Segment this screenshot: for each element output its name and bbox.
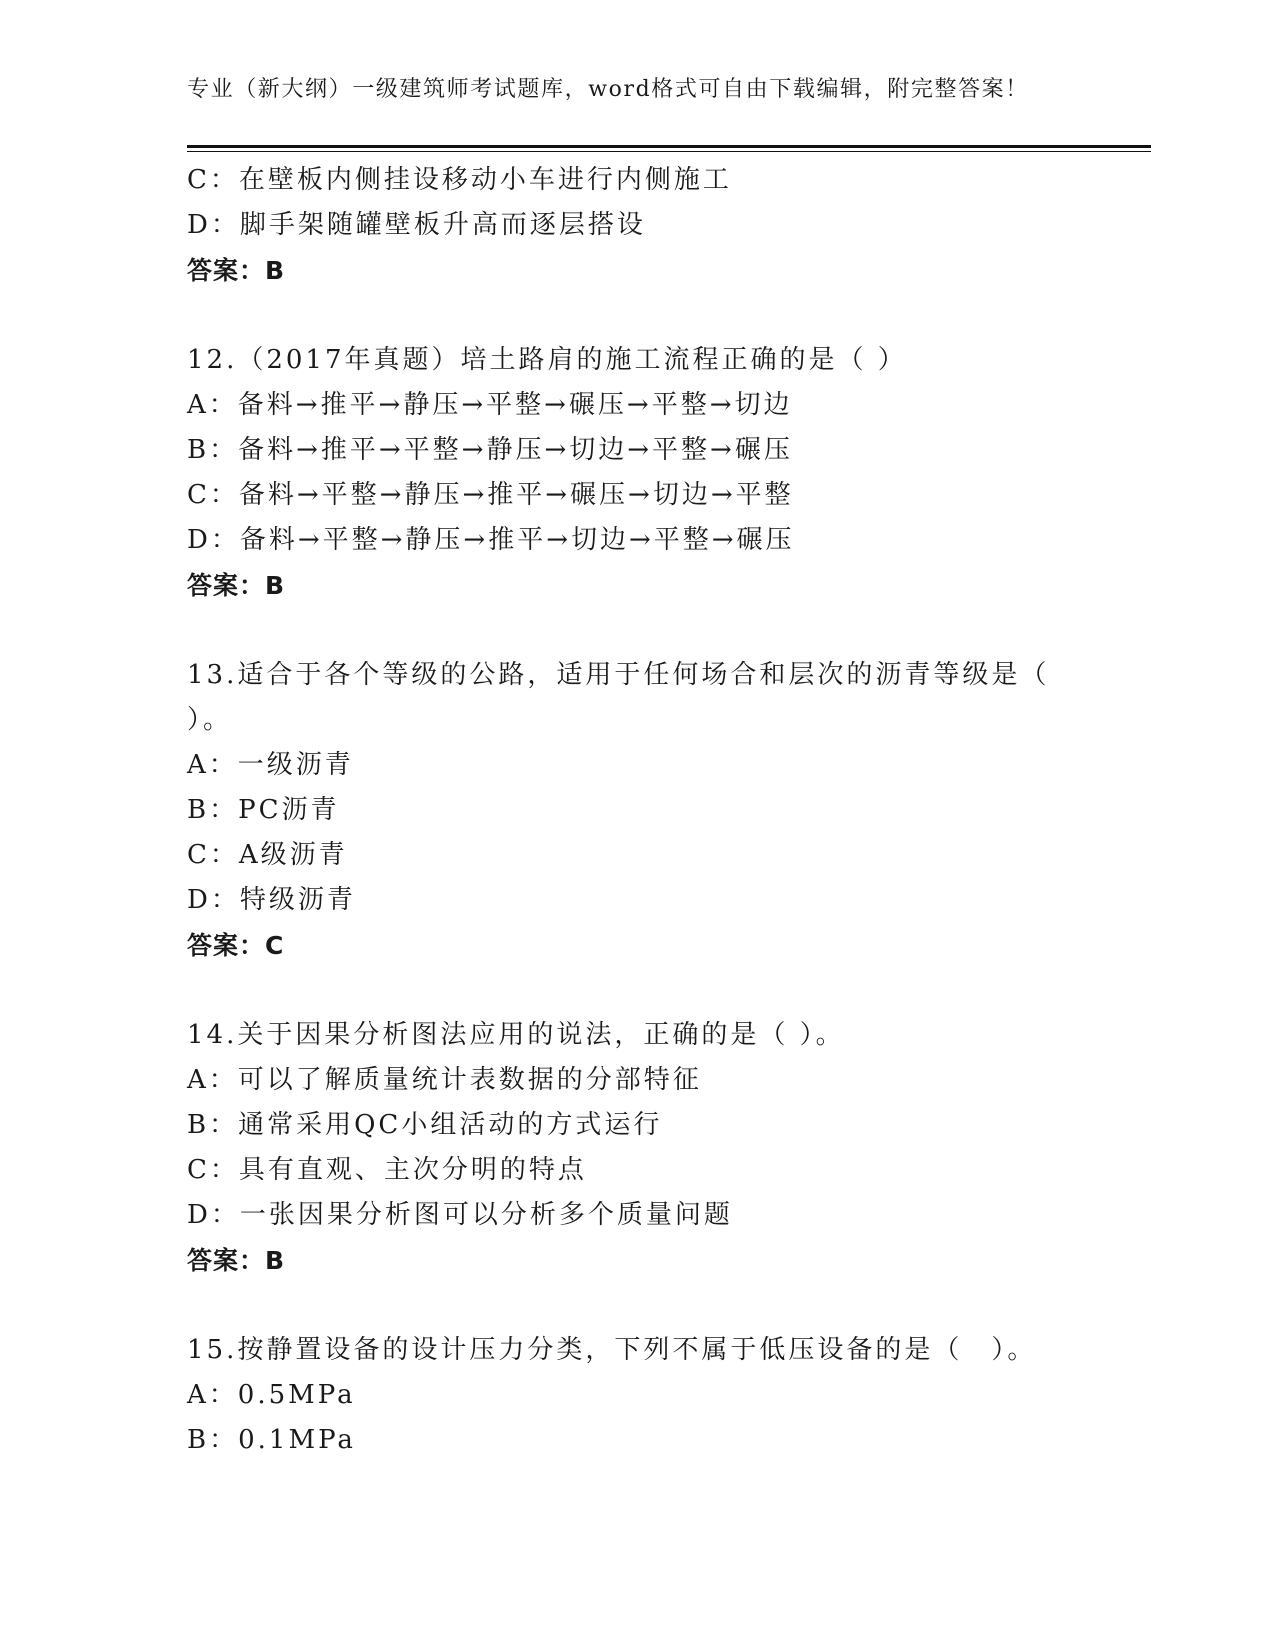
- spacer: [187, 1283, 1087, 1328]
- spacer: [187, 608, 1087, 653]
- answer-line: 答案：B: [187, 1246, 286, 1275]
- option-line: C：A级沥青: [187, 840, 348, 870]
- option-line: A：一级沥青: [187, 750, 354, 780]
- option-line: A：可以了解质量统计表数据的分部特征: [187, 1065, 702, 1095]
- option-line: D：脚手架随罐壁板升高而逐层搭设: [187, 210, 646, 240]
- option-line: A：备料→推平→静压→平整→碾压→平整→切边: [187, 390, 793, 420]
- spacer: [187, 293, 1087, 338]
- header-rule-thin: [187, 151, 1151, 152]
- option-line: D：特级沥青: [187, 885, 356, 915]
- answer-line: 答案：B: [187, 571, 286, 600]
- option-line: B：通常采用QC小组活动的方式运行: [187, 1110, 663, 1140]
- option-line: B：0.1MPa: [187, 1425, 356, 1455]
- page-header: 专业（新大纲）一级建筑师考试题库，word格式可自由下载编辑，附完整答案！: [187, 77, 1029, 102]
- option-line: D：备料→平整→静压→推平→切边→平整→碾压: [187, 525, 795, 555]
- answer-line: 答案：C: [187, 931, 285, 960]
- option-line: A：0.5MPa: [187, 1380, 356, 1410]
- question-stem: 15.按静置设备的设计压力分类，下列不属于低压设备的是（ ）。: [187, 1335, 1037, 1365]
- option-line: C：具有直观、主次分明的特点: [187, 1155, 587, 1185]
- spacer: [187, 968, 1087, 1013]
- option-line: C：在壁板内侧挂设移动小车进行内侧施工: [187, 165, 732, 195]
- question-stem-continued: ）。: [187, 705, 233, 735]
- question-stem: 14.关于因果分析图法应用的说法，正确的是（ ）。: [187, 1020, 845, 1050]
- option-line: B：PC沥青: [187, 795, 340, 825]
- option-line: C：备料→平整→静压→推平→碾压→切边→平整: [187, 480, 794, 510]
- answer-line: 答案：B: [187, 256, 286, 285]
- question-stem: 13.适合于各个等级的公路，适用于任何场合和层次的沥青等级是（: [187, 660, 1050, 690]
- question-content: [187, 158, 1087, 1463]
- header-rule-thick: [187, 145, 1151, 148]
- option-line: B：备料→推平→平整→静压→切边→平整→碾压: [187, 435, 793, 465]
- option-line: D：一张因果分析图可以分析多个质量问题: [187, 1200, 733, 1230]
- question-stem: 12.（2017年真题）培土路肩的施工流程正确的是（ ）: [187, 345, 907, 375]
